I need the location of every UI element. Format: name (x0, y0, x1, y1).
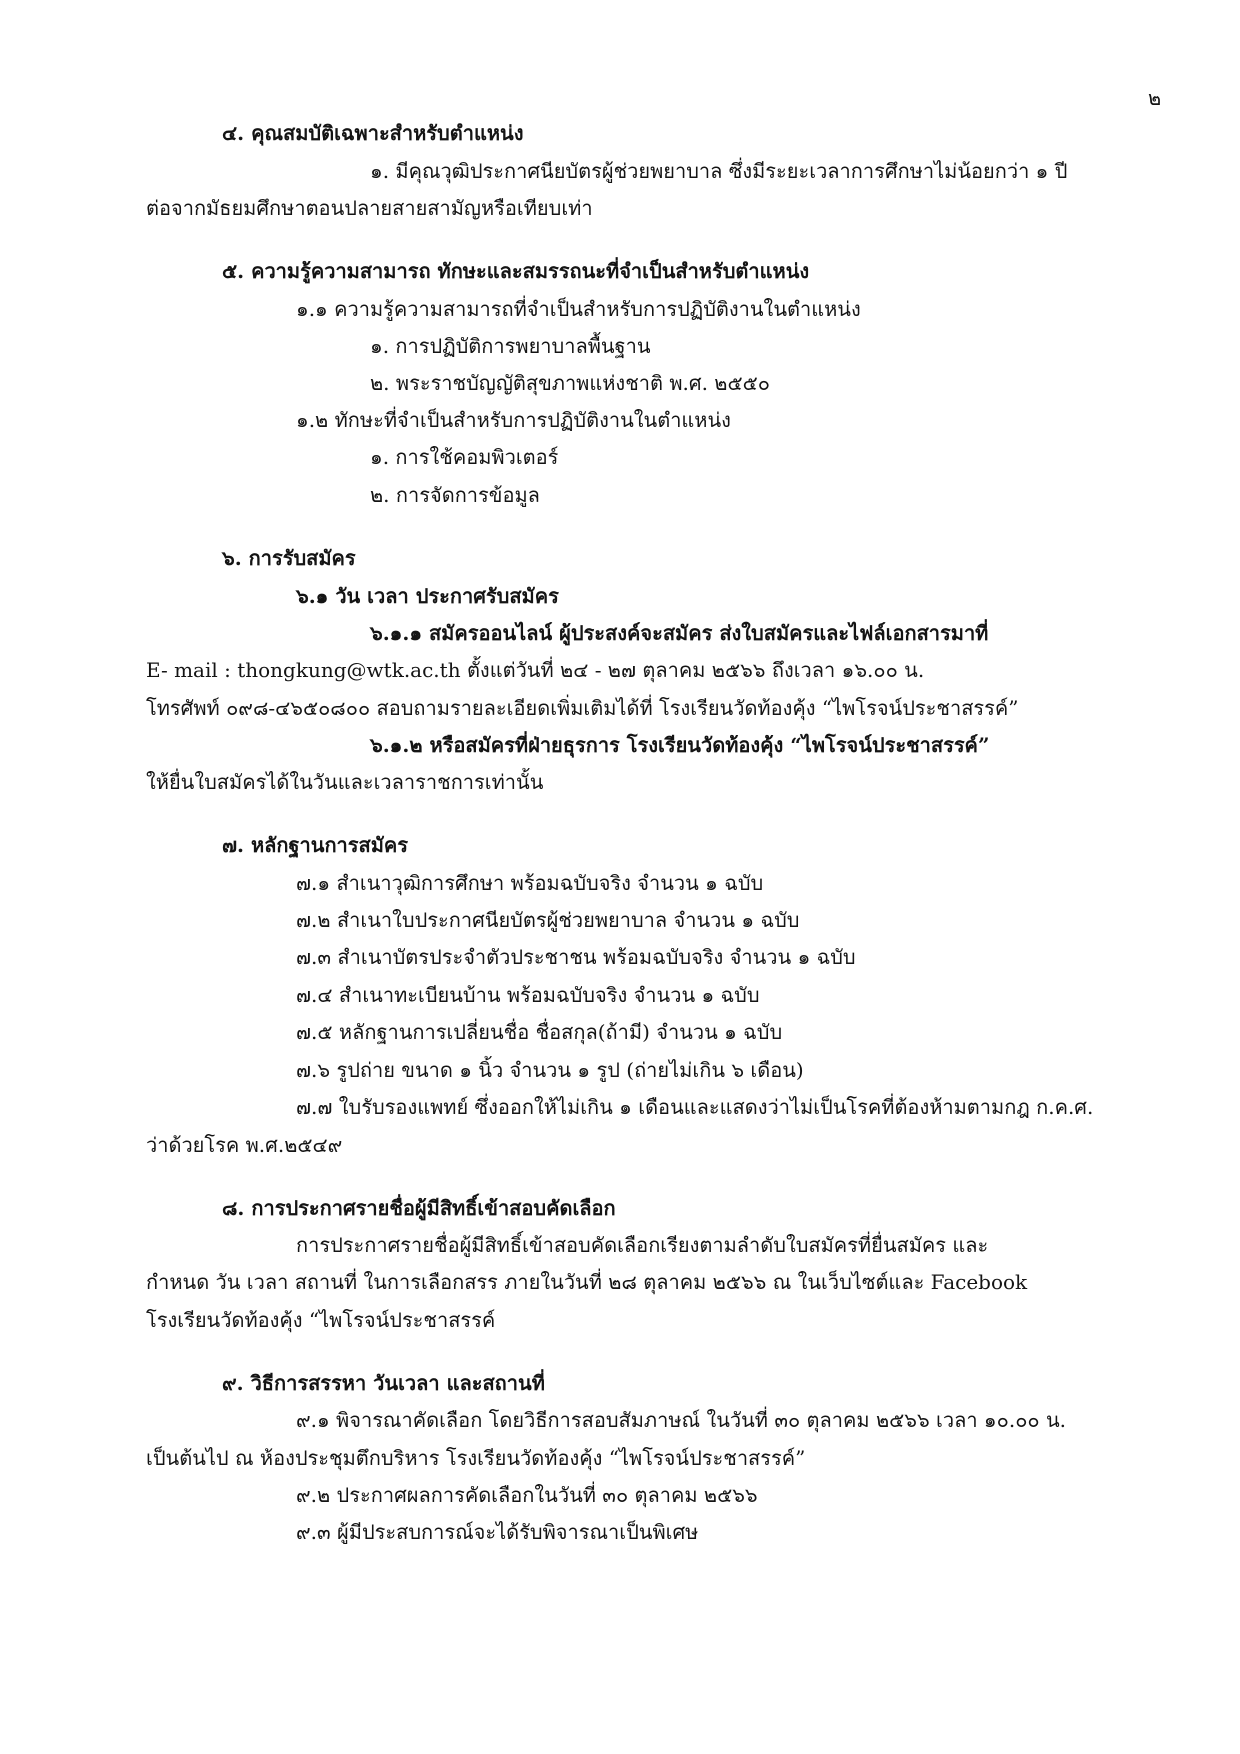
section-9-item-2: ๙.๒ ประกาศผลการคัดเลือกในวันที่ ๓๐ ตุลาคม ๒๕๖๖ (296, 1483, 758, 1507)
section-5-sub-1-1-item-2: ๒. พระราชบัญญัติสุขภาพแห่งชาติ พ.ศ. ๒๕๕๐ (370, 371, 770, 395)
section-4-item-1: ๑. มีคุณวุฒิประกาศนียบัตรผู้ช่วยพยาบาล ซึ่งมีระยะเวลาการศึกษาไม่น้อยกว่า ๑ ปี (370, 159, 1068, 183)
section-8-heading: ๘. การประกาศรายชื่อผู้มีสิทธิ์เข้าสอบคัดเลือก (222, 1196, 616, 1220)
section-9-heading: ๙. วิธีการสรรหา วันเวลา และสถานที่ (222, 1371, 545, 1395)
section-6-email-line: E- mail : thongkung@wtk.ac.th ตั้งแต่วันที่ ๒๔ - ๒๗ ตุลาคม ๒๕๖๖ ถึงเวลา ๑๖.๐๐ น. (146, 658, 925, 682)
section-7-heading: ๗. หลักฐานการสมัคร (222, 833, 409, 857)
section-5-sub-1-2: ๑.๒ ทักษะที่จำเป็นสำหรับการปฏิบัติงานในตำแหน่ง (296, 408, 731, 432)
section-9-item-1: ๙.๑ พิจารณาคัดเลือก โดยวิธีการสอบสัมภาษณ์ ในวันที่ ๓๐ ตุลาคม ๒๕๖๖ เวลา ๑๐.๐๐ น. (296, 1408, 1066, 1432)
section-8-line-2: กำหนด วัน เวลา สถานที่ ในการเลือกสรร ภายในวันที่ ๒๘ ตุลาคม ๒๕๖๖ ณ ในเว็บไซต์และ Facebook (146, 1270, 1028, 1294)
section-6-sub-6-1-2-cont: ให้ยื่นใบสมัครได้ในวันและเวลาราชการเท่านั้น (146, 770, 544, 794)
section-7-item-1: ๗.๑ สำเนาวุฒิการศึกษา พร้อมฉบับจริง จำนวน ๑ ฉบับ (296, 871, 764, 895)
section-8-line-3: โรงเรียนวัดท้องคุ้ง “ไพโรจน์ประชาสรรค์ (146, 1308, 496, 1332)
section-9-item-3: ๙.๓ ผู้มีประสบการณ์จะได้รับพิจารณาเป็นพิเศษ (296, 1520, 699, 1544)
section-7-item-5: ๗.๕ หลักฐานการเปลี่ยนชื่อ ชื่อสกุล(ถ้ามี) จำนวน ๑ ฉบับ (296, 1020, 783, 1044)
section-5-sub-1-2-item-1: ๑. การใช้คอมพิวเตอร์ (370, 445, 559, 469)
section-7-item-4: ๗.๔ สำเนาทะเบียนบ้าน พร้อมฉบับจริง จำนวน ๑ ฉบับ (296, 983, 760, 1007)
section-6-sub-6-1-1: ๖.๑.๑ สมัครออนไลน์ ผู้ประสงค์จะสมัคร ส่งใบสมัครและไฟล์เอกสารมาที่ (370, 621, 989, 645)
section-6-sub-6-1-2: ๖.๑.๒ หรือสมัครที่ฝ่ายธุรการ โรงเรียนวัดท้องคุ้ง “ไพโรจน์ประชาสรรค์” (370, 733, 990, 757)
section-5-sub-1-1-item-1: ๑. การปฏิบัติการพยาบาลพื้นฐาน (370, 334, 651, 358)
section-7-item-2: ๗.๒ สำเนาใบประกาศนียบัตรผู้ช่วยพยาบาล จำนวน ๑ ฉบับ (296, 908, 800, 932)
section-9-item-1-cont: เป็นต้นไป ณ ห้องประชุมตึกบริหาร โรงเรียนวัดท้องคุ้ง “ไพโรจน์ประชาสรรค์” (146, 1446, 806, 1470)
section-7-item-7-cont: ว่าด้วยโรค พ.ศ.๒๕๔๙ (146, 1133, 343, 1157)
section-6-heading: ๖. การรับสมัคร (222, 546, 356, 570)
page-number: ๒ (1148, 86, 1162, 110)
section-5-sub-1-1: ๑.๑ ความรู้ความสามารถที่จำเป็นสำหรับการปฏิบัติงานในตำแหน่ง (296, 297, 861, 321)
section-4-item-1-cont: ต่อจากมัธยมศึกษาตอนปลายสายสามัญหรือเทียบเท่า (146, 196, 593, 220)
section-8-line-1: การประกาศรายชื่อผู้มีสิทธิ์เข้าสอบคัดเลือกเรียงตามลำดับใบสมัครที่ยื่นสมัคร และ (296, 1233, 989, 1257)
section-6-sub-6-1: ๖.๑ วัน เวลา ประกาศรับสมัคร (296, 584, 559, 608)
section-5-heading: ๕. ความรู้ความสามารถ ทักษะและสมรรถนะที่จำเป็นสำหรับตำแหน่ง (222, 259, 810, 283)
section-5-sub-1-2-item-2: ๒. การจัดการข้อมูล (370, 483, 540, 507)
section-6-phone-line: โทรศัพท์ ๐๙๘-๔๖๕๐๘๐๐ สอบถามรายละเอียดเพิ่มเติมได้ที่ โรงเรียนวัดท้องคุ้ง “ไพโรจน์ประชาสรรค์” (146, 696, 1019, 720)
section-7-item-3: ๗.๓ สำเนาบัตรประจำตัวประชาชน พร้อมฉบับจริง จำนวน ๑ ฉบับ (296, 945, 856, 969)
section-7-item-6: ๗.๖ รูปถ่าย ขนาด ๑ นิ้ว จำนวน ๑ รูป (ถ่ายไม่เกิน ๖ เดือน) (296, 1058, 804, 1082)
section-7-item-7: ๗.๗ ใบรับรองแพทย์ ซึ่งออกให้ไม่เกิน ๑ เดือนและแสดงว่าไม่เป็นโรคที่ต้องห้ามตามกฎ ก.ค.ศ. (296, 1095, 1094, 1119)
section-4-heading: ๔. คุณสมบัติเฉพาะสำหรับตำแหน่ง (222, 121, 524, 145)
